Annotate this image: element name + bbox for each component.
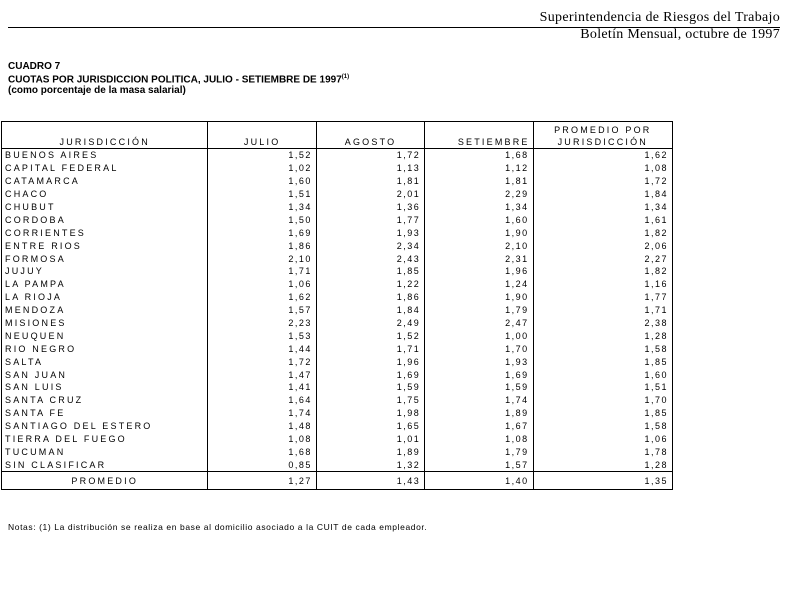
value-cell: 1,81	[316, 175, 424, 188]
jurisdiccion-cell: CATAMARCA	[2, 175, 208, 188]
jurisdiccion-cell: ENTRE RIOS	[2, 239, 208, 252]
value-cell: 1,62	[533, 149, 672, 162]
table-row	[2, 252, 673, 265]
value-cell: 1,44	[208, 342, 316, 355]
value-cell: 1,82	[533, 265, 672, 278]
value-cell: 1,51	[208, 188, 316, 201]
value-cell: 2,34	[316, 239, 424, 252]
table-subtitle: (como porcentaje de la masa salarial)	[8, 85, 186, 97]
report-edition: Boletín Mensual, octubre de 1997	[580, 27, 780, 42]
jurisdiccion-cell: BUENOS AIRES	[2, 149, 208, 162]
value-cell: 2,23	[208, 317, 316, 330]
value-cell: 1,85	[533, 407, 672, 420]
table-row	[2, 239, 673, 252]
value-cell: 1,85	[316, 265, 424, 278]
value-cell: 2,31	[425, 252, 533, 265]
table-row	[2, 188, 673, 201]
value-cell: 1,57	[208, 304, 316, 317]
value-cell: 1,41	[208, 381, 316, 394]
jurisdiccion-cell: CORDOBA	[2, 213, 208, 226]
value-cell: 1,81	[425, 175, 533, 188]
quotas-table	[1, 121, 673, 490]
value-cell: 1,74	[208, 407, 316, 420]
value-cell: 1,72	[533, 175, 672, 188]
value-cell: 1,08	[425, 433, 533, 446]
table-title-block	[8, 61, 349, 96]
jurisdiccion-cell: RIO NEGRO	[2, 342, 208, 355]
jurisdiccion-cell: CHACO	[2, 188, 208, 201]
value-cell: 1,32	[316, 458, 424, 471]
cuadro-label: CUADRO 7	[8, 61, 61, 72]
value-cell: 1,89	[316, 445, 424, 458]
header-jurisdiccion: JURISDICCIÓN	[2, 122, 208, 149]
value-cell: 1,69	[316, 368, 424, 381]
footnote-ref: (1)	[341, 74, 350, 80]
table-row	[2, 433, 673, 446]
footnote: Notas: (1) La distribución se realiza en base al domicilio asociado a la CUIT de cada empleador.	[8, 522, 428, 532]
value-cell: 1,65	[316, 420, 424, 433]
value-cell: 1,68	[425, 149, 533, 162]
promedio-label: PROMEDIO	[2, 472, 208, 490]
value-cell: 1,60	[208, 175, 316, 188]
value-cell: 1,85	[533, 355, 672, 368]
value-cell: 1,67	[425, 420, 533, 433]
jurisdiccion-cell: LA PAMPA	[2, 278, 208, 291]
value-cell: 2,29	[425, 188, 533, 201]
jurisdiccion-cell: JUJUY	[2, 265, 208, 278]
value-cell: 1,69	[425, 368, 533, 381]
value-cell: 1,06	[533, 433, 672, 446]
value-cell: 1,61	[533, 213, 672, 226]
value-cell: 1,52	[316, 329, 424, 342]
value-cell: 1,08	[533, 162, 672, 175]
jurisdiccion-cell: CORRIENTES	[2, 226, 208, 239]
value-cell: 2,10	[208, 252, 316, 265]
value-cell: 2,38	[533, 317, 672, 330]
value-cell: 1,62	[208, 291, 316, 304]
value-cell: 1,75	[316, 394, 424, 407]
value-cell: 1,93	[316, 226, 424, 239]
value-cell: 1,71	[533, 304, 672, 317]
value-cell: 1,52	[208, 149, 316, 162]
jurisdiccion-cell: MENDOZA	[2, 304, 208, 317]
value-cell: 1,90	[425, 291, 533, 304]
value-cell: 1,08	[208, 433, 316, 446]
table-row	[2, 329, 673, 342]
value-cell: 1,58	[533, 420, 672, 433]
jurisdiccion-cell: TIERRA DEL FUEGO	[2, 433, 208, 446]
value-cell: 1,77	[316, 213, 424, 226]
value-cell: 1,68	[208, 445, 316, 458]
value-cell: 1,86	[316, 291, 424, 304]
value-cell: 1,79	[425, 304, 533, 317]
value-cell: 0,85	[208, 458, 316, 471]
promedio-julio: 1,27	[208, 472, 316, 490]
value-cell: 1,72	[316, 149, 424, 162]
header-promedio-line1: PROMEDIO POR	[554, 125, 652, 135]
value-cell: 1,13	[316, 162, 424, 175]
table-body	[2, 149, 673, 472]
value-cell: 1,96	[316, 355, 424, 368]
jurisdiccion-cell: TUCUMAN	[2, 445, 208, 458]
value-cell: 1,69	[208, 226, 316, 239]
value-cell: 1,00	[425, 329, 533, 342]
value-cell: 1,53	[208, 329, 316, 342]
value-cell: 1,58	[533, 342, 672, 355]
value-cell: 1,01	[316, 433, 424, 446]
jurisdiccion-cell: LA RIOJA	[2, 291, 208, 304]
promedio-total: 1,35	[533, 472, 672, 490]
value-cell: 1,48	[208, 420, 316, 433]
jurisdiccion-cell: SANTA CRUZ	[2, 394, 208, 407]
value-cell: 1,47	[208, 368, 316, 381]
table-row	[2, 201, 673, 214]
jurisdiccion-cell: SAN JUAN	[2, 368, 208, 381]
table-row	[2, 368, 673, 381]
value-cell: 2,27	[533, 252, 672, 265]
value-cell: 1,59	[316, 381, 424, 394]
value-cell: 1,06	[208, 278, 316, 291]
jurisdiccion-cell: NEUQUEN	[2, 329, 208, 342]
value-cell: 1,84	[533, 188, 672, 201]
jurisdiccion-cell: FORMOSA	[2, 252, 208, 265]
table-row	[2, 149, 673, 162]
value-cell: 1,77	[533, 291, 672, 304]
value-cell: 1,28	[533, 329, 672, 342]
value-cell: 1,36	[316, 201, 424, 214]
value-cell: 1,71	[208, 265, 316, 278]
header-promedio	[533, 122, 672, 149]
value-cell: 2,10	[425, 239, 533, 252]
value-cell: 1,82	[533, 226, 672, 239]
promedio-setiembre: 1,40	[425, 472, 533, 490]
table-row	[2, 304, 673, 317]
promedio-row	[2, 472, 673, 490]
header-setiembre: SETIEMBRE	[425, 122, 533, 149]
table-row	[2, 420, 673, 433]
table-row	[2, 458, 673, 471]
table-row	[2, 355, 673, 368]
value-cell: 1,22	[316, 278, 424, 291]
jurisdiccion-cell: SANTIAGO DEL ESTERO	[2, 420, 208, 433]
table-row	[2, 394, 673, 407]
value-cell: 1,84	[316, 304, 424, 317]
value-cell: 1,57	[425, 458, 533, 471]
value-cell: 1,90	[425, 226, 533, 239]
jurisdiccion-cell: SANTA FE	[2, 407, 208, 420]
jurisdiccion-cell: SIN CLASIFICAR	[2, 458, 208, 471]
value-cell: 1,28	[533, 458, 672, 471]
table-row	[2, 445, 673, 458]
value-cell: 1,59	[425, 381, 533, 394]
table-row	[2, 175, 673, 188]
table-title-text: CUOTAS POR JURISDICCION POLITICA, JULIO - SETIEMBRE DE 1997	[8, 74, 342, 86]
value-cell: 1,72	[208, 355, 316, 368]
jurisdiccion-cell: CHUBUT	[2, 201, 208, 214]
value-cell: 1,98	[316, 407, 424, 420]
table-row	[2, 162, 673, 175]
value-cell: 1,34	[208, 201, 316, 214]
table-row	[2, 213, 673, 226]
table-row	[2, 407, 673, 420]
table-row	[2, 342, 673, 355]
value-cell: 1,50	[208, 213, 316, 226]
value-cell: 1,71	[316, 342, 424, 355]
table-title	[8, 72, 349, 85]
value-cell: 1,96	[425, 265, 533, 278]
value-cell: 1,89	[425, 407, 533, 420]
table-row	[2, 381, 673, 394]
header-agosto: AGOSTO	[316, 122, 424, 149]
value-cell: 1,70	[425, 342, 533, 355]
value-cell: 1,78	[533, 445, 672, 458]
value-cell: 1,70	[533, 394, 672, 407]
value-cell: 1,60	[533, 368, 672, 381]
table-row	[2, 291, 673, 304]
value-cell: 1,64	[208, 394, 316, 407]
value-cell: 2,01	[316, 188, 424, 201]
jurisdiccion-cell: MISIONES	[2, 317, 208, 330]
table-row	[2, 317, 673, 330]
value-cell: 1,51	[533, 381, 672, 394]
value-cell: 1,93	[425, 355, 533, 368]
value-cell: 1,74	[425, 394, 533, 407]
jurisdiccion-cell: SAN LUIS	[2, 381, 208, 394]
jurisdiccion-cell: CAPITAL FEDERAL	[2, 162, 208, 175]
value-cell: 2,47	[425, 317, 533, 330]
header-promedio-line2: JURISDICCIÓN	[557, 137, 649, 147]
value-cell: 2,06	[533, 239, 672, 252]
value-cell: 2,49	[316, 317, 424, 330]
table-row	[2, 278, 673, 291]
jurisdiccion-cell: SALTA	[2, 355, 208, 368]
value-cell: 1,24	[425, 278, 533, 291]
table-row	[2, 265, 673, 278]
table-header-row	[2, 122, 673, 149]
value-cell: 1,02	[208, 162, 316, 175]
value-cell: 1,12	[425, 162, 533, 175]
value-cell: 1,34	[533, 201, 672, 214]
promedio-agosto: 1,43	[316, 472, 424, 490]
value-cell: 2,43	[316, 252, 424, 265]
value-cell: 1,79	[425, 445, 533, 458]
value-cell: 1,86	[208, 239, 316, 252]
report-org-title: Superintendencia de Riesgos del Trabajo	[539, 10, 780, 25]
value-cell: 1,60	[425, 213, 533, 226]
header-julio: JULIO	[208, 122, 316, 149]
table-row	[2, 226, 673, 239]
value-cell: 1,16	[533, 278, 672, 291]
value-cell: 1,34	[425, 201, 533, 214]
